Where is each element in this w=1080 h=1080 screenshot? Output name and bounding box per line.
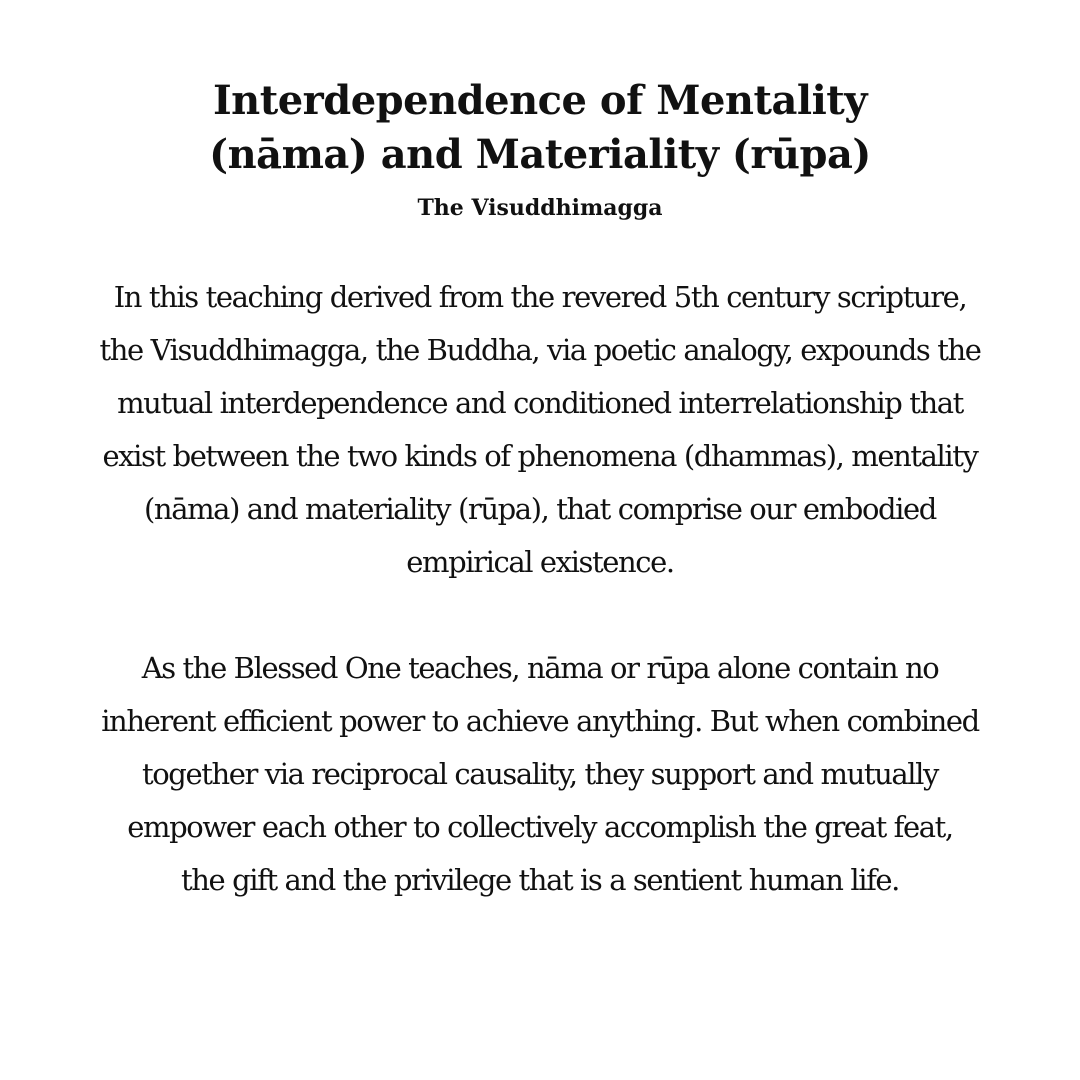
- text-line: the gift and the privilege that is a sentient human life.: [181, 863, 899, 897]
- text-line: exist between the two kinds of phenomena (dhammas), mentality: [102, 439, 978, 473]
- text-line: empirical existence.: [406, 545, 674, 579]
- text-line: empower each other to collectively accomplish the great feat,: [127, 810, 953, 844]
- text-line: together via reciprocal causality, they support and mutually: [141, 757, 939, 791]
- text-line: the Visuddhimagga, the Buddha, via poetic analogy, expounds the: [99, 333, 981, 367]
- text-line: mutual interdependence and conditioned interrelationship that: [117, 386, 963, 420]
- text-line: In this teaching derived from the revered 5th century scripture,: [113, 280, 967, 314]
- page-subtitle: The Visuddhimagga: [417, 195, 663, 221]
- text-line: (nāma) and materiality (rūpa), that comprise our embodied: [144, 492, 936, 526]
- title-line: (nāma) and Materiality (rūpa): [209, 131, 871, 178]
- text-line: As the Blessed One teaches, nāma or rūpa alone contain no: [141, 651, 939, 685]
- page-title: [0, 74, 1080, 182]
- intro-paragraph: [20, 271, 1060, 589]
- teaching-paragraph: [20, 642, 1060, 907]
- text-line: inherent efficient power to achieve anything. But when combined: [101, 704, 979, 738]
- title-line: Interdependence of Mentality: [212, 77, 868, 124]
